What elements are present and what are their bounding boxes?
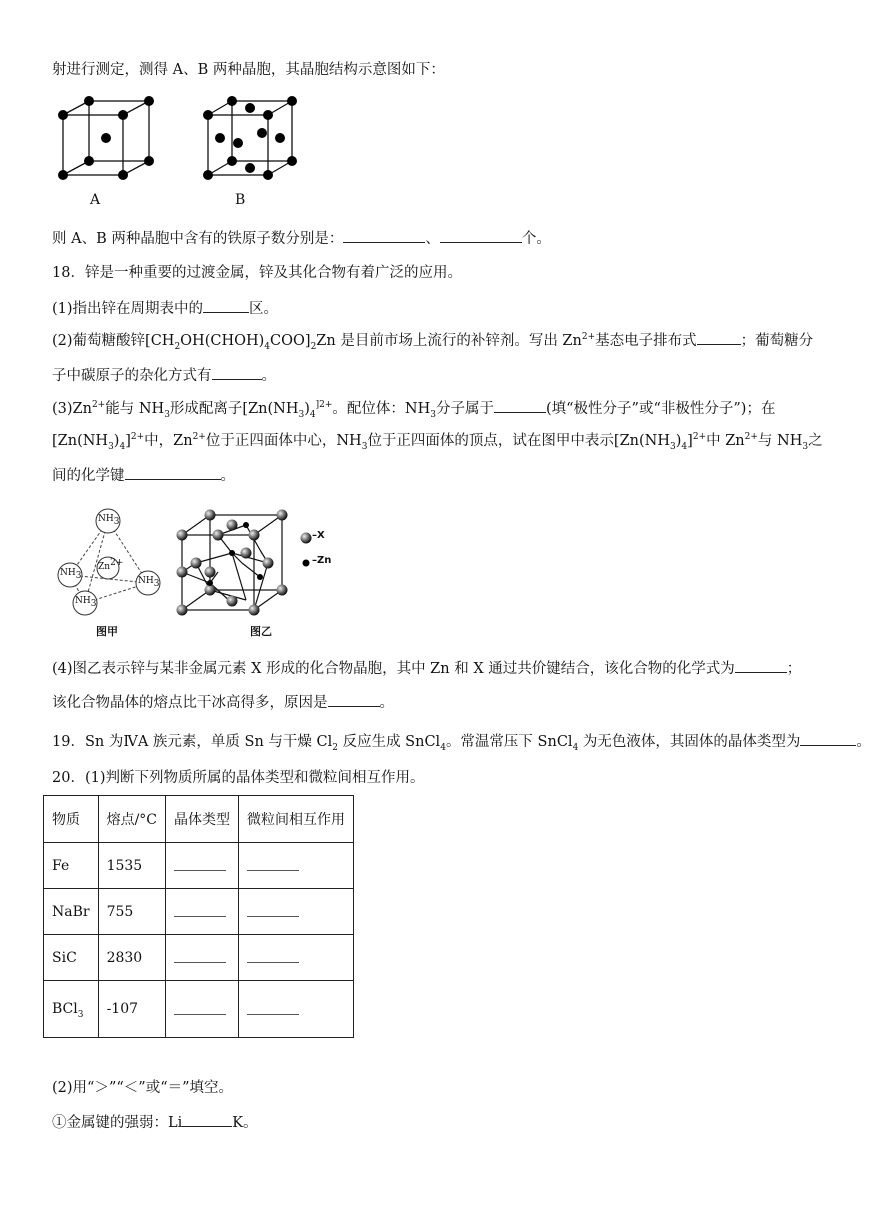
nh3-label: $NH_3$	[138, 576, 160, 589]
table-row	[44, 981, 354, 1038]
answer-blank[interactable]	[247, 948, 299, 963]
zn-ion-label: $Zn^{2+}$	[98, 558, 124, 572]
substance-cell: NaBr	[44, 889, 99, 935]
figure-jia-caption: 图甲	[96, 625, 118, 638]
figure-yi-caption: 图乙	[250, 625, 272, 638]
answer-blank[interactable]	[328, 692, 380, 707]
q18-part4: (4)图乙表示锌与某非金属元素 X 形成的化合物晶胞，其中 Zn 和 X 通过共价键结合，该化合物的化学式为 ；	[52, 658, 801, 679]
q18-part3: $(3)Zn^{2+}$能与 $NH_3$形成配离子[$Zn(NH_3)_4^{]2+}$。配位体：$NH_3$分子属于 (填“极性分子”或“非极性分子”)；在	[52, 398, 775, 419]
label-a: A	[90, 192, 101, 208]
answer-blank[interactable]	[125, 465, 221, 480]
melting-point-cell: 2830	[98, 935, 165, 981]
answer-blank[interactable]	[494, 398, 546, 413]
table-header-row	[44, 796, 354, 843]
substance-cell: BCl$_3$	[44, 981, 99, 1038]
header-cell: 熔点/°C	[98, 796, 165, 843]
interaction-cell[interactable]	[239, 843, 354, 889]
header-cell: 物质	[44, 796, 99, 843]
legend-x: –X	[312, 530, 325, 541]
nh3-label: $NH_3$	[75, 596, 97, 609]
crystal-cell-b	[200, 95, 305, 185]
answer-blank[interactable]	[212, 365, 262, 380]
melting-point-cell: 1535	[98, 843, 165, 889]
answer-blank[interactable]	[800, 731, 856, 746]
answer-blank[interactable]	[343, 228, 425, 243]
question-19: 19．Sn 为ⅣA 族元素，单质 Sn 与干燥 $Cl_2$ 反应生成 SnCl$_4$。常温常压下 SnCl$_4$ 为无色液体，其固体的晶体类型为 。	[52, 731, 871, 752]
q18-part4-cont: 该化合物晶体的熔点比干冰高得多，原因是 。	[52, 692, 394, 713]
question-20: 20．(1)判断下列物质所属的晶体类型和微粒间相互作用。	[52, 770, 425, 786]
crystal-cell-a	[55, 95, 160, 185]
q18-part3-cont: $[Zn(NH_3)_4]^{2+}$中，$Zn^{2+}$位于正四面体中心，$NH_3$位于正四面体的顶点，试在图甲中表示$[Zn(NH_3)_4]^{2+}$中 $Zn^{2+}$与 $NH_3$之	[52, 432, 823, 452]
substance-cell: SiC	[44, 935, 99, 981]
q18-part2-cont: 子中碳原子的杂化方式有 。	[52, 365, 276, 386]
crystal-type-cell[interactable]	[166, 843, 239, 889]
melting-point-cell: -107	[98, 981, 165, 1038]
q18-part1: (1)指出锌在周期表中的 区。	[52, 298, 278, 319]
crystal-type-table	[43, 795, 354, 1038]
q18-part3-end: 间的化学键 。	[52, 465, 235, 486]
answer-blank[interactable]	[247, 856, 299, 871]
intro-line: 射进行测定，测得 A、B 两种晶胞，其晶胞结构示意图如下：	[52, 62, 445, 78]
label-b: B	[235, 192, 246, 208]
interaction-cell[interactable]	[239, 935, 354, 981]
answer-blank[interactable]	[440, 228, 522, 243]
nh3-label: $NH_3$	[98, 514, 120, 527]
answer-blank[interactable]	[697, 330, 741, 345]
header-cell: 微粒间相互作用	[239, 796, 354, 843]
interaction-cell[interactable]	[239, 889, 354, 935]
q18-part2: (2)葡萄糖酸锌$[CH_2OH(CHOH)_4COO]_2Zn$ 是目前市场上流行的补锌剂。写出 $Zn^{2+}$基态电子排布式 ；葡萄糖分	[52, 330, 813, 351]
q20-part2-1: ①金属键的强弱：Li K。	[52, 1112, 258, 1133]
interaction-cell[interactable]	[239, 981, 354, 1038]
nh3-label: $NH_3$	[60, 568, 82, 581]
melting-point-cell: 755	[98, 889, 165, 935]
header-cell: 晶体类型	[166, 796, 239, 843]
answer-blank[interactable]	[735, 658, 787, 673]
fe-count-line: 则 A、B 两种晶胞中含有的铁原子数分别是： 、 个。	[52, 228, 551, 249]
answer-blank[interactable]	[247, 902, 299, 917]
crystal-type-cell[interactable]	[166, 889, 239, 935]
answer-blank[interactable]	[174, 856, 226, 871]
table-row	[44, 935, 354, 981]
answer-blank[interactable]	[174, 1000, 226, 1015]
table-row	[44, 889, 354, 935]
legend-zn: –Zn	[312, 555, 332, 566]
answer-blank[interactable]	[203, 298, 249, 313]
crystal-type-cell[interactable]	[166, 981, 239, 1038]
substance-cell: Fe	[44, 843, 99, 889]
question-18: 18．锌是一种重要的过渡金属，锌及其化合物有着广泛的应用。	[52, 265, 462, 281]
table-row	[44, 843, 354, 889]
crystal-type-cell[interactable]	[166, 935, 239, 981]
answer-blank[interactable]	[174, 902, 226, 917]
q20-part2: (2)用“＞”“＜”或“＝”填空。	[52, 1080, 234, 1096]
answer-blank[interactable]	[174, 948, 226, 963]
answer-blank[interactable]	[182, 1112, 232, 1127]
answer-blank[interactable]	[247, 1000, 299, 1015]
